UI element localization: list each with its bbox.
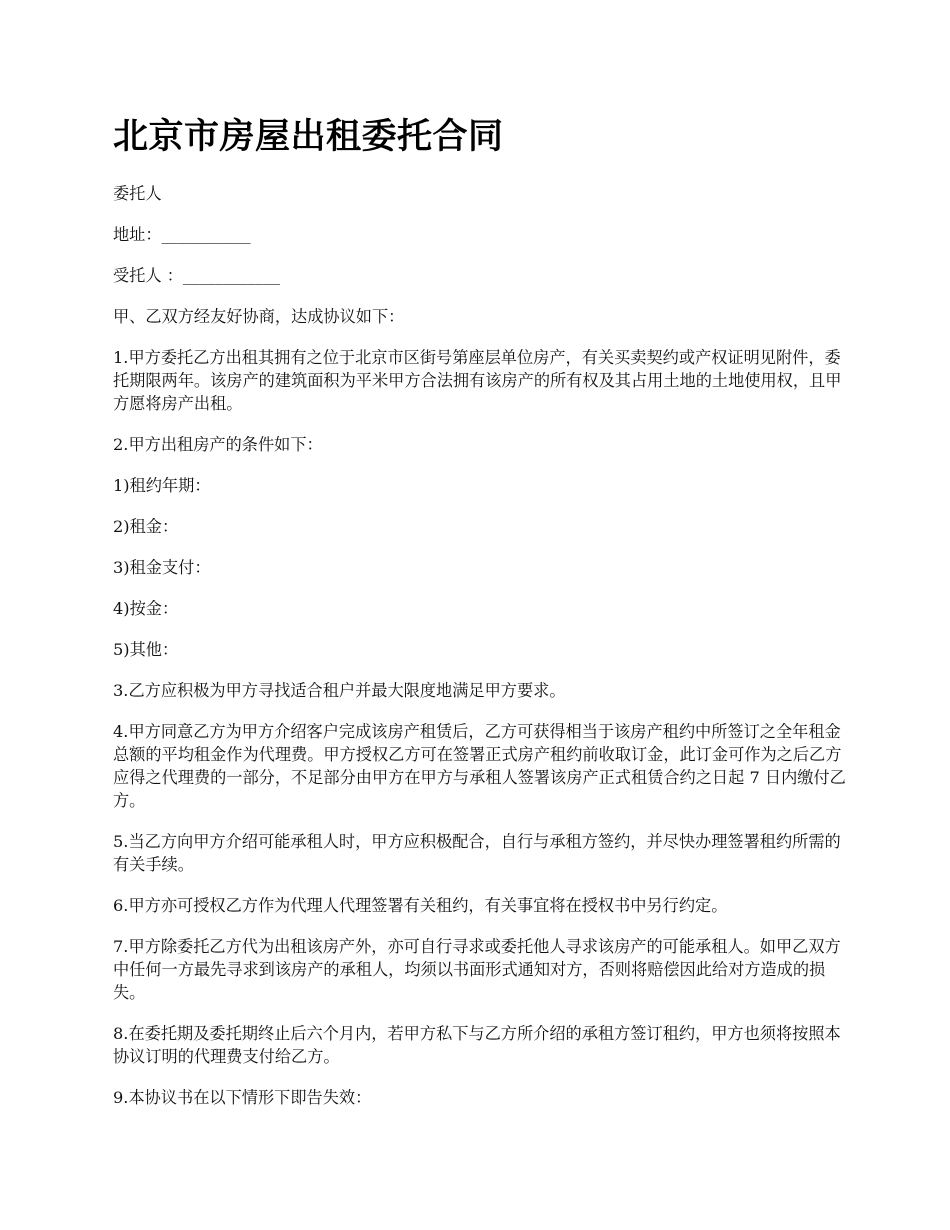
clause-2-item-1: 1)租约年期： (113, 476, 211, 495)
clause-3: 3.乙方应积极为甲方寻找适合租户并最大限度地满足甲方要求。 (113, 681, 566, 700)
agent-line: 受托人 ：____________ (113, 266, 281, 285)
clause-9: 9.本协议书在以下情形下即告失效： (113, 1088, 372, 1107)
clause-2-item-4: 4)按金： (113, 599, 179, 618)
clause-5: 5.当乙方向甲方介绍可能承租人时，甲方应积极配合，自行与承租方签约，并尽快办理签署租约所需的有关手续。 (113, 832, 841, 874)
address-line: 地址：___________ (113, 225, 251, 244)
clause-4: 4.甲方同意乙方为甲方介绍客户完成该房产租赁后，乙方可获得相当于该房产租约中所签订之全年租金总额的平均租金作为代理费。甲方授权乙方可在签署正式房产租约前收取订金，此订金可作为之后乙方应得之代理费的一部分，不足部分由甲方在甲方与承租人签署该房产正式租赁合约之日起 7 日内缴付乙方。 (113, 722, 846, 810)
preamble: 甲、乙双方经友好协商，达成协议如下： (113, 307, 405, 326)
document-title: 北京市房屋出租委托合同 (113, 117, 504, 157)
clause-8: 8.在委托期及委托期终止后六个月内，若甲方私下与乙方所介绍的承租方签订租约，甲方也须将按照本协议订明的代理费支付给乙方。 (113, 1024, 841, 1066)
clause-7: 7.甲方除委托乙方代为出租该房产外，亦可自行寻求或委托他人寻求该房产的可能承租人。如甲乙双方中任何一方最先寻求到该房产的承租人，均须以书面形式通知对方，否则将赔偿因此给对方造成的损失。 (113, 937, 841, 1002)
clause-2-item-3: 3)租金支付： (113, 558, 211, 577)
document-page (113, 112, 848, 1127)
principal-label: 委托人 (113, 184, 162, 203)
clause-2-item-2: 2)租金： (113, 517, 179, 536)
clause-1: 1.甲方委托乙方出租其拥有之位于北京市区街号第座层单位房产，有关买卖契约或产权证明见附件，委托期限两年。该房产的建筑面积为平米甲方合法拥有该房产的所有权及其占用土地的土地使用权，且甲方愿将房产出租。 (113, 348, 842, 413)
clause-2-item-5: 5)其他： (113, 640, 179, 659)
clause-2: 2.甲方出租房产的条件如下： (113, 435, 323, 454)
clause-6: 6.甲方亦可授权乙方作为代理人代理签署有关租约，有关事宜将在授权书中另行约定。 (113, 896, 728, 915)
